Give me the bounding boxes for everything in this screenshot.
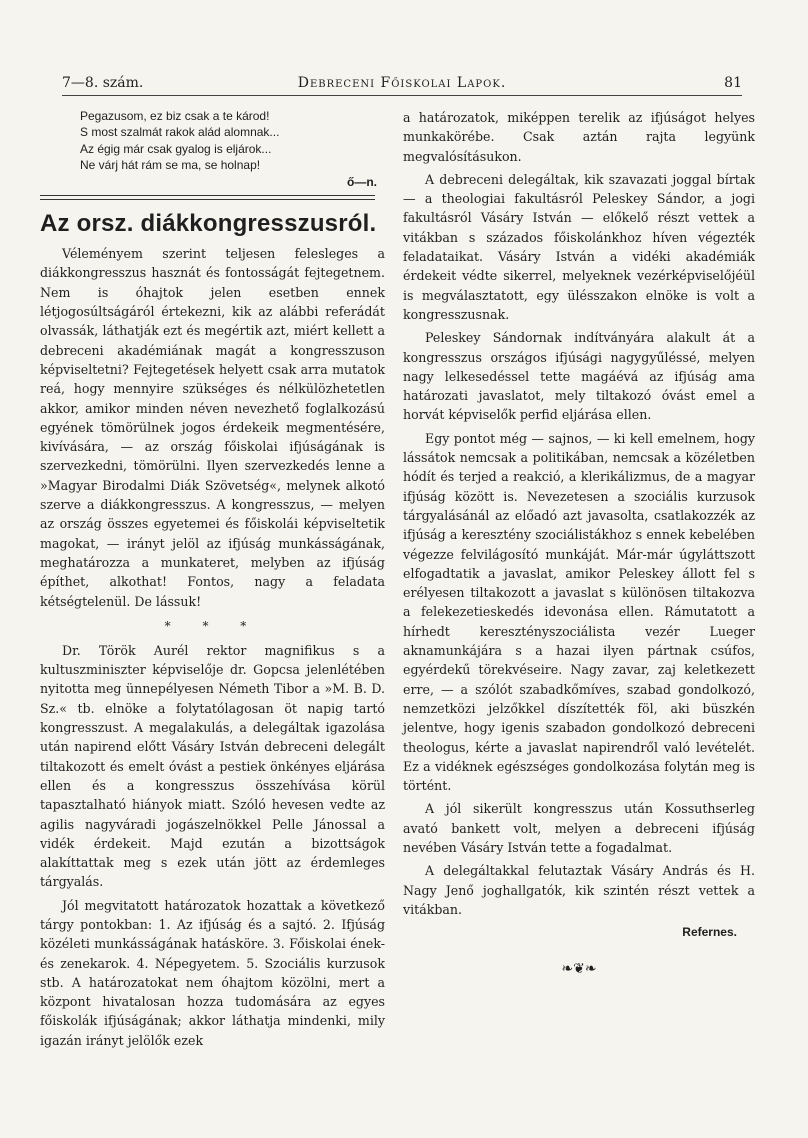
article-paragraph: a határozatok, miképpen terelik az ifjúságot helyes munkakörébe. Csak aztán rajta legyünk megvalósításukon. — [403, 110, 755, 164]
ornament-icon: ❧❦❧ — [561, 961, 597, 978]
poem-line: Ne várj hát rám se ma, se holnap! — [80, 157, 261, 172]
section-stars: * * * — [164, 618, 261, 633]
article-paragraph: Véleményem szerint teljesen felesleges a diákkongresszus hasznát és fontosságát fejtegetnem. Nem is óhajtok jelen esetben ennek létjogosúltságáról értekezni, kik az alábbi referádát olvassák, láthatják ezt és megértik azt, miért kellett a debreceni akadémiának magát a kongresszuson képviseltetni? Fejtegetések helyett csak arra mutatok reá, hogy mennyire szükséges és nélkülözhetetlen akkor, amikor minden néven nevezhető foglalkozású egyének tömörülnek jogos érdekeik megmentésére, kivívására, — az ország főiskolai ifjúságának is szervezkedni, tömörülni. Ilyen szervezkedés lenne a »Magyar Birodalmi Diák Szövetség«, melynek alkotó szerve a diákkongresszus. A kongresszus, — melyen az ország összes egyetemei és főiskolái képviseltetik magokat, — irányt jelöl az ifjúság munkásságának, meghatározza a munkateret, melyben az ifjúság építhet, alkothat! Fontos, nagy a feladata kétségtelenül. De lássuk! — [40, 246, 385, 609]
poem — [40, 108, 385, 173]
author-signature: Refernes. — [682, 925, 737, 940]
article-paragraph: Egy pontot még — sajnos, — ki kell emelnem, hogy lássátok nemcsak a politikában, nemcsak a közéletben hódít és terjed a reakció, a klerikálizmus, de a magyar ifjúság között is. Nevezetesen a szociális kurzusok tárgyalásánál az előadó azt javasolta, csatlakozzék az ifjúság a keresztény szociálistákhoz s ennek kebelében végezze felvilágosító munkáját. Már-már úgyláttszott elfogadtatik a javaslat, amikor Peleskey állott fel s erélyesen tiltakozott a javaslat s különösen tiltakozva a felekezetieskedés idevonása ellen. Rámutatott a hírhedt keresztényszociálista vezér Lueger aknamunkájára s a hazai ilyen pártnak csúfos, egyérdekű törekvéseire. Nagy zavar, zaj keletkezett erre, — a szólót szabadkőmíves, szabad gondolkozó, nemzetközi jelzőkkel díszítették föl, aki büszkén jelentve, hogy igenis szabadon gondolkozó debreceni theologus, kérte a javaslat napirendről való levételét. Ez a vidéknek egészséges gondolkozása folytán meg is történt. — [403, 430, 755, 794]
poem-line: Az égig már csak gyalog is eljárok... — [80, 141, 272, 156]
article-paragraph: Dr. Török Aurél rektor magnifikus s a kultuszminiszter képviselője dr. Gopcsa jelenlétében nyitotta meg ünnepélyesen Németh Tibor a »M. B. D. Sz.« tb. elnöke a folytatólagosan öt napig tartó kongresszust. A megalakulás, a delegáltak igazolása után napirend előtt Vásáry István debreceni delegált tiltakozott és emelt óvást a pestiek önkényes eljárása ellen és a kongresszus összehívása körül tapasztalható hiányok miatt. Szóló hevesen vedte az agilis nagyváradi jogászelnökkel Pelle Jánossal a vidék érdekeit. Majd ezután a bizottságok alakíttattak meg s ezek után jött az érdemleges tárgyalás. — [40, 642, 385, 890]
left-column — [40, 108, 385, 1054]
issue-number: 7—8. szám. — [62, 75, 144, 91]
journal-title: Debreceni Főiskolai Lapok. — [297, 75, 507, 91]
article-paragraph: A jól sikerült kongresszus után Kossuthserleg avató bankett volt, melyen a debreceni ifjúság nevében Vásáry István tette a fogadalmat. — [403, 801, 755, 855]
article-paragraph: Peleskey Sándornak indítványára alakult át a kongresszus országos ifjúsági nagygyűléssé, melyen nagy lelkesedéssel tette magáévá az ifjúság ama határozati javaslatot, mely tiltakozó óvást emel a horvát képviselők perfid eljárása ellen. — [403, 330, 755, 423]
page-number: 81 — [724, 75, 742, 91]
article-paragraph: A delegáltakkal felutaztak Vásáry András és H. Nagy Jenő joghallgatók, kik szintén részt vettek a vitákban. — [403, 863, 755, 917]
section-divider — [40, 195, 375, 200]
article-paragraph: Jól megvitatott határozatok hozattak a következő tárgy pontokban: 1. Az ifjúság és a sajtó. 2. Ifjúság közéleti munkásságának hatásköre. 3. Főiskolai ének- és zenekarok. 4. Népegyetem. 5. Szociális kurzusok stb. A határozatokat nem óhajtom közölni, mert a központ hivatalosan hozza tudomására az egyes főiskolák ifjúságának; akkor láthatja mindenki, mily igazán irányt jelölők ezek — [40, 897, 385, 1048]
article-paragraph: A debreceni delegáltak, kik szavazati joggal bírtak — a theologiai fakultásról Peleskey Sándor, a jogi fakultásról Vásáry István — előkelő részt vettek a vitákban s százados főiskolánkhoz híven végezték feladataikat. Vásáry István a vidéki akadémiák érdekeit védte sikerrel, melyeknek vezérképviselőjéül is megválasztatott, egy ülésszakon elnöke is volt a kongresszusnak. — [403, 171, 755, 322]
poem-line: S most szalmát rakok alád alomnak... — [80, 125, 280, 140]
article-title: Az orsz. diákkongresszusról. — [40, 210, 377, 238]
running-header — [62, 75, 742, 96]
right-column — [403, 108, 755, 977]
poem-line: Pegazusom, ez biz csak a te károd! — [80, 109, 270, 123]
poem-signature: ő—n. — [347, 175, 377, 190]
